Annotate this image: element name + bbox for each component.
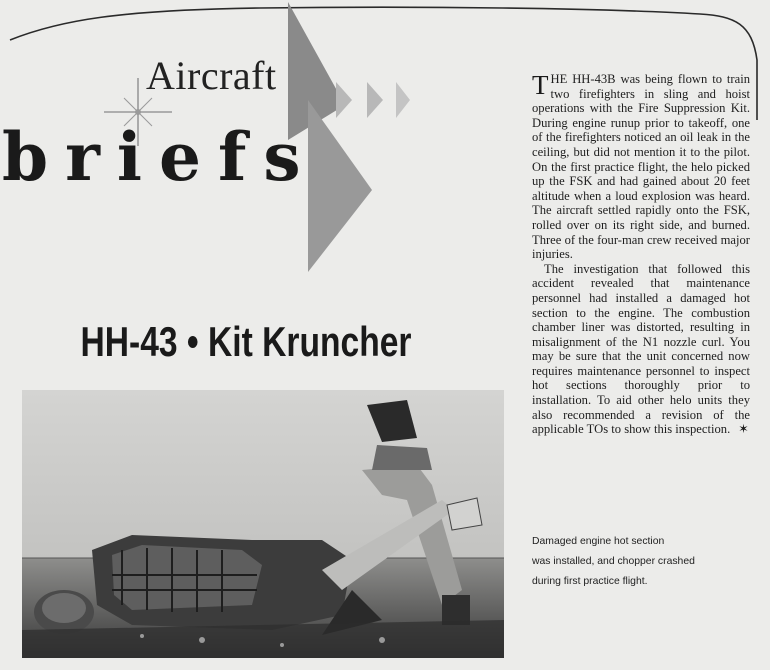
caption-line-1: Damaged engine hot section [532,536,665,547]
small-arrow-shape-3 [396,82,410,118]
caption-line-3: during first practice flight. [532,576,648,587]
small-arrow-shape-1 [336,82,352,118]
end-mark-icon: ✶ [738,422,749,437]
article-paragraph-1 [532,72,750,262]
paragraph-1-text: HE HH-43B was being flown to train two firefighters in sling and hoist operations with the Fire Suppression Kit. During engine runup prior to takeoff, one of the firefighters noticed an oil leak in the ceiling, but did not mention it to the pilot. On the first practice flight, the helo picked up the FSK and had gained about 20 feet altitude when a loud explosion was heard. The aircraft settled rapidly onto the FSK, rolled over on its right side, and burned. Three of the four-man crew received major injuries. [532,72,750,262]
article-body [532,72,750,437]
photo-caption [532,532,752,592]
section-kicker: Aircraft [146,53,277,98]
drop-cap: T [532,70,549,100]
article-title: HH-43 • Kit Kruncher [80,318,412,365]
caption-line-2: was installed, and chopper crashed [532,556,695,567]
crash-photo [22,390,504,658]
lower-arrow-shape [308,100,372,272]
paragraph-2-text: The investigation that followed this accident revealed that maintenance personnel had installed a damaged hot section to the engine. The combustion chamber liner was distorted, resulting in misalignment of the N1 nozzle curl. You may be sure that the unit concerned now requires maintenance personnel to inspect hot sections thoroughly prior to installation. To aid other helo units they also recommended a revision of the applicable TOs to show this inspection. [532,261,750,437]
section-heading: briefs [2,118,318,196]
article-paragraph-2 [532,262,750,437]
small-arrow-shape-2 [367,82,383,118]
